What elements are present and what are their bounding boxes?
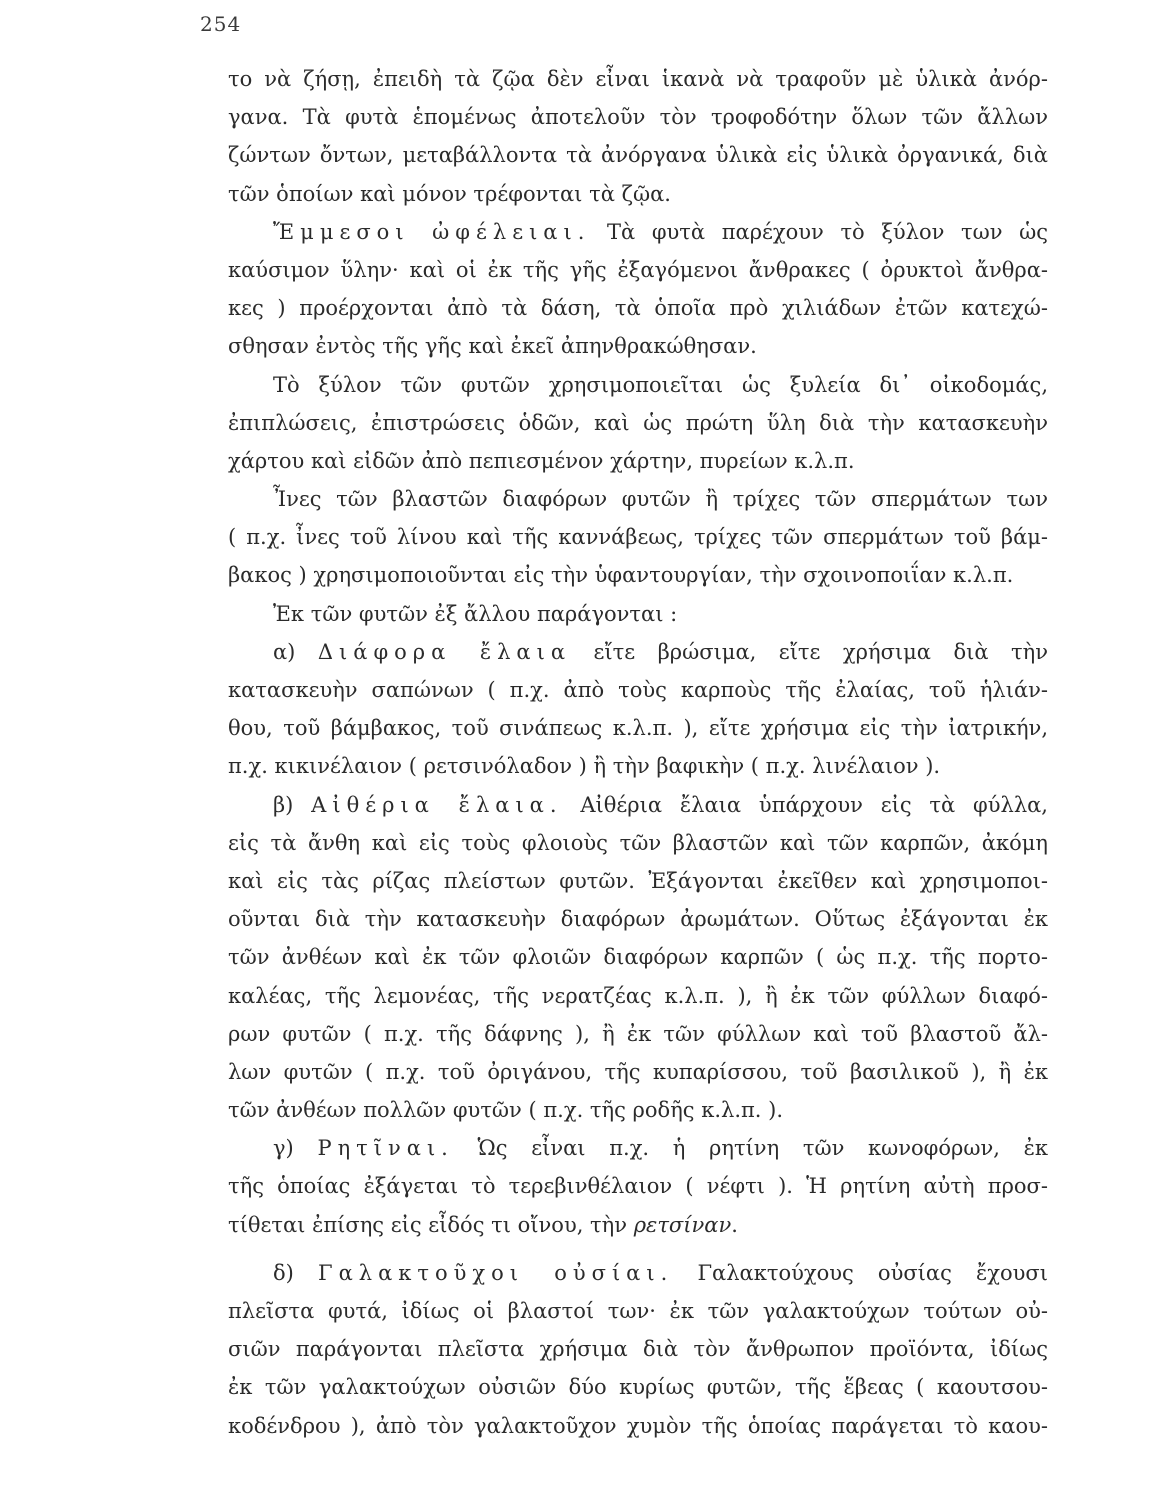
list-marker: δ)	[273, 1260, 294, 1285]
text-line: ρων φυτῶν ( π.χ. τῆς δάφνης ), ἢ ἐκ τῶν φύλλων καὶ τοῦ βλαστοῦ ἄλ-	[228, 1021, 1048, 1046]
text-line: γανα. Τὰ φυτὰ ἑπομένως ἀποτελοῦν τὸν τροφοδότην ὅλων τῶν ἄλλων	[228, 105, 1048, 130]
spaced-heading: Ρητῖναι.	[317, 1136, 454, 1161]
list-marker: α)	[273, 639, 296, 664]
text-line: το νὰ ζήσῃ, ἐπειδὴ τὰ ζῷα δὲν εἶναι ἱκανὰ νὰ τραφοῦν μὲ ὑλικὰ ἀνόρ-	[228, 67, 1048, 91]
text-line	[228, 213, 1048, 251]
text-line: καὶ εἰς τὰς ρίζας πλείστων φυτῶν. Ἐξάγονται ἐκεῖθεν καὶ χρησιμοποι-	[228, 868, 1048, 893]
text-line: χάρτου καὶ εἰδῶν ἀπὸ πεπιεσμένον χάρτην, πυρείων κ.λ.π.	[228, 448, 855, 473]
spaced-heading: Αἰθέρια ἔλαια.	[311, 792, 563, 817]
text-line: Ἶνες τῶν βλαστῶν διαφόρων φυτῶν ἢ τρίχες τῶν σπερμάτων των	[273, 487, 1048, 512]
text-line: κες ) προέρχονται ἀπὸ τὰ δάση, τὰ ὁποῖα πρὸ χιλιάδων ἐτῶν κατεχώ-	[228, 296, 1048, 321]
body-text	[228, 60, 1048, 1445]
text-line: κοδένδρου ), ἀπὸ τὸν γαλακτοῦχον χυμὸν τῆς ὁποίας παράγεται τὸ καου-	[228, 1413, 1048, 1438]
text-line	[228, 1129, 1048, 1167]
spaced-heading: Ἔμμεσοι ὠφέλειαι.	[273, 219, 591, 244]
spaced-heading: Διάφορα ἔλαια	[317, 639, 572, 664]
text-line: οῦνται διὰ τὴν κατασκευὴν διαφόρων ἀρωμάτων. Οὕτως ἐξάγονται ἐκ	[228, 907, 1048, 932]
text-line: Τὸ ξύλον τῶν φυτῶν χρησιμοποιεῖται ὡς ξυλεία δι᾽ οἰκοδομάς,	[273, 372, 1048, 397]
text-line: κατασκευὴν σαπώνων ( π.χ. ἀπὸ τοὺς καρποὺς τῆς ἐλαίας, τοῦ ἡλιάν-	[228, 678, 1048, 702]
text-line: σιῶν παράγονται πλεῖστα χρήσιμα διὰ τὸν ἄνθρωπον προϊόντα, ἰδίως	[228, 1337, 1048, 1362]
text-run: εἴτε βρώσιμα, εἴτε χρήσιμα διὰ τὴν	[571, 639, 1048, 664]
text-run: Γαλακτούχους οὐσίας ἔχουσι	[673, 1260, 1048, 1285]
text-line: ἐπιπλώσεις, ἐπιστρώσεις ὁδῶν, καὶ ὡς πρώτη ὕλη διὰ τὴν κατασκευὴν	[228, 410, 1048, 435]
text-line: Ἐκ τῶν φυτῶν ἐξ ἄλλου παράγονται :	[273, 601, 678, 626]
text-line: καλέας, τῆς λεμονέας, τῆς νερατζέας κ.λ.π. ), ἢ ἐκ τῶν φύλλων διαφό-	[228, 983, 1048, 1008]
text-run: τίθεται ἐπίσης εἰς εἶδός τι οἴνου, τὴν	[228, 1212, 634, 1237]
list-marker: γ)	[273, 1136, 294, 1161]
text-line	[228, 1206, 1048, 1244]
text-run: .	[731, 1212, 738, 1237]
text-line: θου, τοῦ βάμβακος, τοῦ σινάπεως κ.λ.π. ), εἴτε χρήσιμα εἰς τὴν ἰατρικήν,	[228, 716, 1048, 741]
text-line: καύσιμον ὕλην· καὶ οἱ ἐκ τῆς γῆς ἐξαγόμενοι ἄνθρακες ( ὀρυκτοὶ ἄνθρα-	[228, 257, 1048, 282]
text-line: τῶν ὁποίων καὶ μόνον τρέφονται τὰ ζῷα.	[228, 181, 671, 206]
text-line	[228, 1254, 1048, 1292]
italic-term: ρετσίναν	[633, 1212, 732, 1237]
text-line: τῶν ἀνθέων πολλῶν φυτῶν ( π.χ. τῆς ροδῆς κ.λ.π. ).	[228, 1098, 784, 1123]
text-line: τῆς ὁποίας ἐξάγεται τὸ τερεβινθέλαιον ( νέφτι ). Ἡ ρητίνη αὐτὴ προσ-	[228, 1174, 1048, 1199]
text-line: τῶν ἀνθέων καὶ ἐκ τῶν φλοιῶν διαφόρων καρπῶν ( ὡς π.χ. τῆς πορτο-	[228, 945, 1048, 970]
text-line: ἐκ τῶν γαλακτούχων οὐσιῶν δύο κυρίως φυτῶν, τῆς ἕβεας ( καουτσου-	[228, 1375, 1048, 1400]
text-line: ζώντων ὄντων, μεταβάλλοντα τὰ ἀνόργανα ὑλικὰ εἰς ὑλικὰ ὀργανικά, διὰ	[228, 143, 1048, 168]
text-line: πλεῖστα φυτά, ἰδίως οἱ βλαστοί των· ἐκ τῶν γαλακτούχων τούτων οὐ-	[228, 1299, 1048, 1323]
text-line: π.χ. κικινέλαιον ( ρετσινόλαδον ) ἢ τὴν βαφικὴν ( π.χ. λινέλαιον ).	[228, 754, 941, 779]
text-run: Ὡς εἶναι π.χ. ἡ ρητίνη τῶν κωνοφόρων, ἐκ	[453, 1136, 1048, 1161]
text-line	[228, 633, 1048, 671]
text-line: λων φυτῶν ( π.χ. τοῦ ὀριγάνου, τῆς κυπαρίσσου, τοῦ βασιλικοῦ ), ἢ ἐκ	[228, 1059, 1048, 1084]
page-number: 254	[200, 12, 242, 36]
text-line: σθησαν ἐντὸς τῆς γῆς καὶ ἐκεῖ ἀπηνθρακώθησαν.	[228, 334, 757, 359]
spaced-heading: Γαλακτοῦχοι οὐσίαι.	[318, 1260, 674, 1285]
text-run: Αἰθέρια ἔλαια ὑπάρχουν εἰς τὰ φύλλα,	[562, 792, 1048, 817]
text-line: ( π.χ. ἶνες τοῦ λίνου καὶ τῆς καννάβεως, τρίχες τῶν σπερμάτων τοῦ βάμ-	[228, 525, 1048, 550]
text-line: εἰς τὰ ἄνθη καὶ εἰς τοὺς φλοιοὺς τῶν βλαστῶν καὶ τῶν καρπῶν, ἀκόμη	[228, 830, 1048, 855]
text-run: Τὰ φυτὰ παρέχουν τὸ ξύλον των ὡς	[590, 219, 1048, 244]
text-line: βακος ) χρησιμοποιοῦνται εἰς τὴν ὑφαντουργίαν, τὴν σχοινοποιΐαν κ.λ.π.	[228, 563, 1014, 588]
list-marker: β)	[273, 792, 294, 817]
text-line	[228, 786, 1048, 824]
